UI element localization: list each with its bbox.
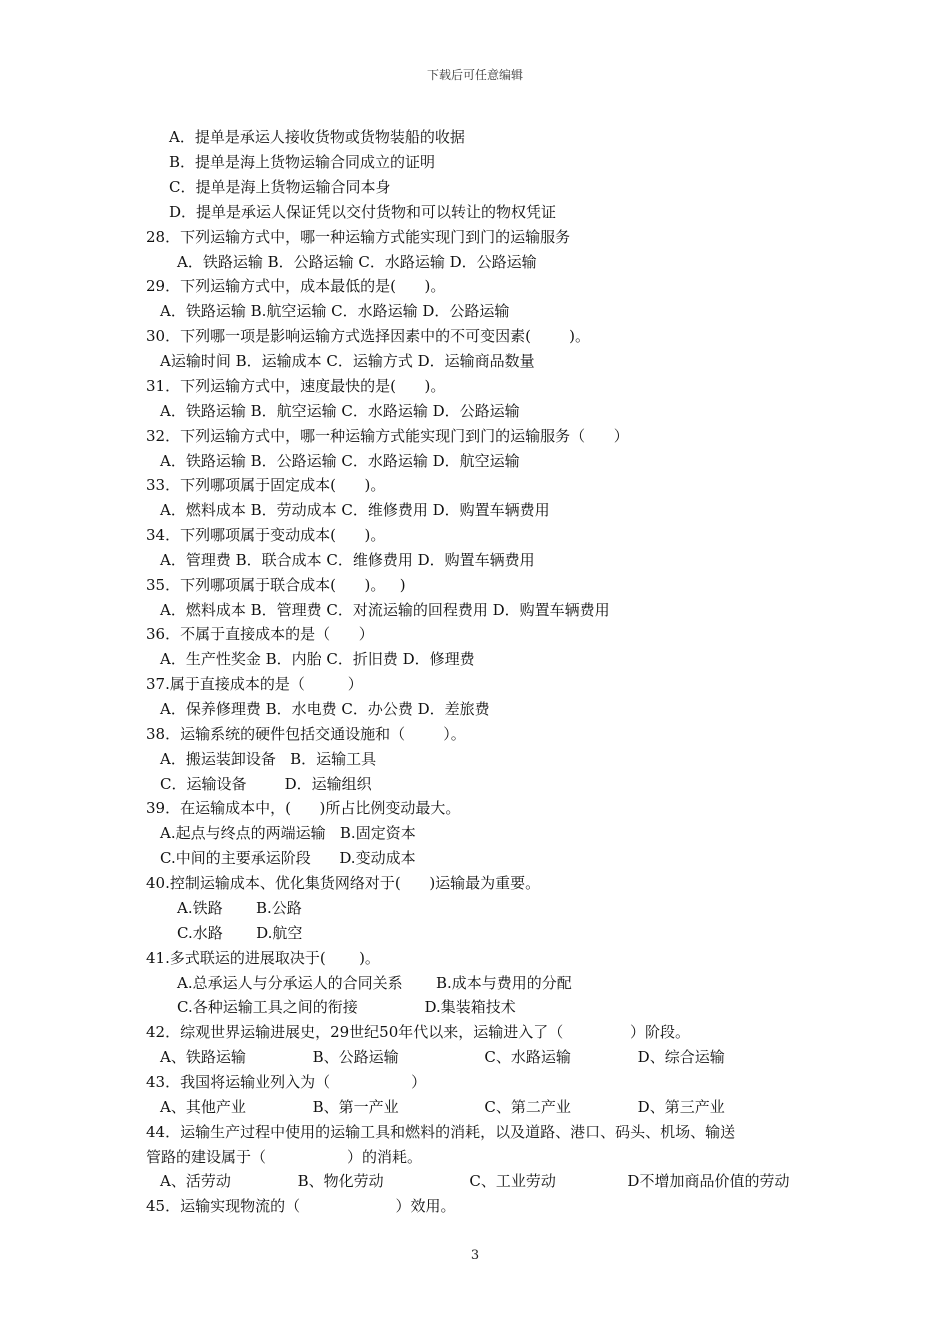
- option-line: D．提单是承运人保证凭以交付货物和可以转让的物权凭证: [169, 203, 557, 221]
- question-line: 35．下列哪项属于联合成本( )。 ): [146, 576, 406, 594]
- question-line: 40.控制运输成本、优化集货网络对于( )运输最为重要。: [146, 874, 541, 892]
- question-line: 管路的建设属于（ ）的消耗。: [146, 1148, 423, 1166]
- question-line: 45．运输实现物流的（ ）效用。: [146, 1197, 456, 1215]
- question-line: 34．下列哪项属于变动成本( )。: [146, 526, 386, 544]
- option-line: A．铁路运输 B．航空运输 C．水路运输 D．公路运输: [160, 402, 520, 420]
- question-line: 28．下列运输方式中，哪一种运输方式能实现门到门的运输服务: [146, 228, 571, 246]
- question-line: 37.属于直接成本的是（ ）: [146, 675, 363, 693]
- option-line: C.各种运输工具之间的衔接 D.集装箱技术: [177, 998, 516, 1016]
- option-line: A运输时间 B．运输成本 C．运输方式 D．运输商品数量: [160, 352, 535, 370]
- option-line: A．搬运装卸设备 B．运输工具: [160, 750, 377, 768]
- option-line: A．铁路运输 B．公路运输 C．水路运输 D．公路运输: [177, 253, 537, 271]
- option-line: C．提单是海上货物运输合同本身: [169, 178, 391, 196]
- option-line: C.水路 D.航空: [177, 924, 303, 942]
- option-line: A．铁路运输 B.航空运输 C．水路运输 D．公路运输: [160, 302, 510, 320]
- page-header: 下载后可任意编辑: [426, 68, 523, 82]
- question-line: 41.多式联运的进展取决于( )。: [146, 949, 380, 967]
- option-line: A．生产性奖金 B．内胎 C．折旧费 D．修理费: [160, 650, 475, 668]
- option-line: A、活劳动 B、物化劳动 C、工业劳动 D不增加商品价值的劳动: [160, 1172, 790, 1190]
- option-line: A．燃料成本 B．管理费 C．对流运输的回程费用 D．购置车辆费用: [160, 601, 610, 619]
- option-line: A.起点与终点的两端运输 B.固定资本: [160, 824, 416, 842]
- question-line: 31．下列运输方式中，速度最快的是( )。: [146, 377, 446, 395]
- option-line: A．保养修理费 B．水电费 C．办公费 D．差旅费: [160, 700, 490, 718]
- option-line: A.铁路 B.公路: [177, 899, 302, 917]
- page-number: 3: [470, 1248, 480, 1263]
- option-line: B．提单是海上货物运输合同成立的证明: [169, 153, 436, 171]
- option-line: A．燃料成本 B．劳动成本 C．维修费用 D．购置车辆费用: [160, 501, 550, 519]
- option-line: C.中间的主要承运阶段 D.变动成本: [160, 849, 416, 867]
- question-line: 29．下列运输方式中，成本最低的是( )。: [146, 277, 446, 295]
- question-line: 38．运输系统的硬件包括交通设施和（ ）。: [146, 725, 466, 743]
- option-line: A．管理费 B．联合成本 C．维修费用 D．购置车辆费用: [160, 551, 535, 569]
- option-line: C．运输设备 D．运输组织: [160, 775, 372, 793]
- question-line: 42．综观世界运输进展史，29世纪50年代以来，运输进入了（ ）阶段。: [146, 1023, 691, 1041]
- question-line: 43．我国将运输业列入为（ ）: [146, 1073, 427, 1091]
- question-line: 33．下列哪项属于固定成本( )。: [146, 476, 386, 494]
- question-line: 32．下列运输方式中，哪一种运输方式能实现门到门的运输服务（ ）: [146, 427, 629, 445]
- question-line: 44．运输生产过程中使用的运输工具和燃料的消耗，以及道路、港口、码头、机场、输送: [146, 1123, 736, 1141]
- question-line: 30．下列哪一项是影响运输方式选择因素中的不可变因素( )。: [146, 327, 590, 345]
- question-line: 39．在运输成本中，( )所占比例变动最大。: [146, 799, 461, 817]
- question-line: 36．不属于直接成本的是（ ）: [146, 625, 374, 643]
- option-line: A．铁路运输 B．公路运输 C．水路运输 D．航空运输: [160, 452, 520, 470]
- option-line: A.总承运人与分承运人的合同关系 B.成本与费用的分配: [177, 974, 572, 992]
- option-line: A．提单是承运人接收货物或货物装船的收据: [169, 128, 465, 146]
- option-line: A、铁路运输 B、公路运输 C、水路运输 D、综合运输: [160, 1048, 725, 1066]
- option-line: A、其他产业 B、第一产业 C、第二产业 D、第三产业: [160, 1098, 725, 1116]
